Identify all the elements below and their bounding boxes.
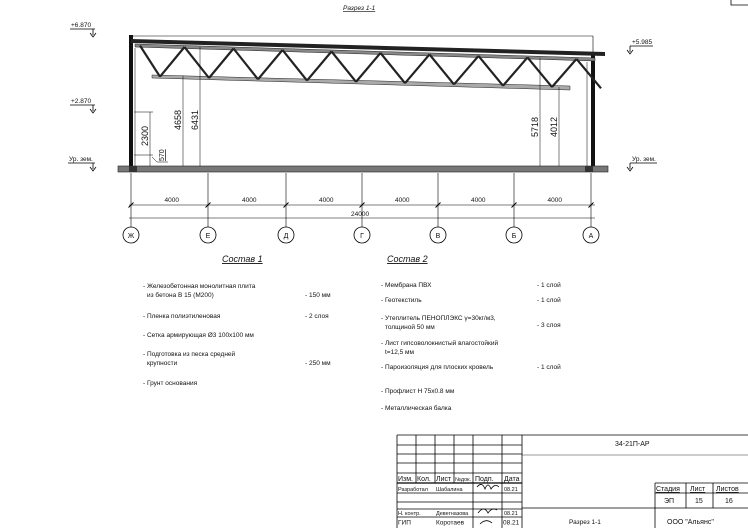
level-mark-top: [70, 22, 96, 37]
dim-span: 4000: [164, 197, 179, 204]
layer-name: - Железобетонная монолитная плита: [143, 283, 256, 290]
layer-thickness: - 150 мм: [305, 292, 331, 299]
sheets-label: Листов: [716, 486, 739, 493]
role-developer: Разработал: [398, 487, 428, 493]
layer-thickness: - 250 мм: [305, 360, 331, 367]
level-mark-right-top: [627, 39, 653, 54]
truss-web: [577, 59, 602, 88]
level-mark-mid: [70, 98, 96, 113]
name-norm-control: Девегназова: [436, 511, 469, 517]
signatures: [477, 484, 499, 524]
truss-web: [307, 51, 332, 80]
name-gip: Коротаев: [436, 519, 465, 527]
left-column: [129, 35, 133, 168]
layer-name-cont: из бетона В 15 (М200): [147, 292, 214, 299]
dim-4658: 4658: [173, 109, 183, 130]
svg-text:+5.985: +5.985: [632, 39, 653, 46]
floor-slab: [118, 166, 608, 172]
truss-web: [258, 50, 283, 79]
truss-web: [381, 53, 406, 83]
sheet-frame: [731, 0, 748, 5]
header-podp: Подп.: [475, 476, 494, 483]
level-mark-ground-right: [627, 156, 657, 171]
header-data: Дата: [504, 476, 520, 483]
truss-web: [209, 48, 234, 78]
dim-5718: 5718: [530, 116, 540, 137]
layer-name: - Мембрана ПВХ: [381, 282, 432, 289]
dim-span: 4000: [319, 197, 334, 204]
truss-web: [160, 47, 185, 77]
layer-name: - Утеплитель ПЕНОПЛЭКС γ=30кг/м3,: [381, 315, 496, 322]
role-gip: ГИП: [398, 519, 411, 527]
sheet-name: Разрез 1-1: [569, 519, 601, 526]
stage-value: ЭП: [664, 498, 675, 505]
svg-text:Ур. зем.: Ур. зем.: [632, 156, 656, 163]
composition2-list: [381, 281, 561, 412]
truss-web: [405, 54, 430, 83]
role-norm-control: Н. контр.: [398, 511, 421, 517]
layer-name-cont: крупности: [147, 360, 178, 367]
section-title: Разрез 1-1: [343, 5, 376, 12]
composition1-list: [143, 282, 331, 387]
layer-name: - Геотекстиль: [381, 297, 422, 304]
name-developer: Шабалина: [436, 487, 463, 493]
truss-web: [552, 59, 577, 87]
layer-name: - Грунт основания: [143, 380, 198, 387]
axis-label: Г: [360, 233, 364, 240]
truss-web: [140, 46, 160, 77]
layer-name: - Металлическая балка: [381, 405, 452, 412]
svg-text:Ур. зем.: Ур. зем.: [69, 156, 93, 163]
layer-name: - Профлист Н 75х0.8 мм: [381, 388, 455, 395]
composition1-title: Состав 1: [222, 254, 263, 264]
header-list: Лист: [436, 476, 452, 483]
dim-total-span: 24000: [351, 211, 370, 218]
sheet-label: Лист: [690, 486, 706, 493]
axis-label: А: [588, 233, 594, 240]
header-kol: Кол.: [417, 476, 431, 483]
truss-web: [503, 57, 528, 85]
dim-570: 570: [159, 149, 166, 161]
axis-label: Е: [205, 233, 211, 240]
date-norm-control: 08.21: [504, 511, 518, 517]
stage-label: Стадия: [656, 486, 680, 493]
layer-thickness: - 1 слой: [537, 297, 561, 304]
dim-4012: 4012: [549, 116, 559, 137]
layer-thickness: - 1 слой: [537, 364, 561, 371]
layer-name-cont: толщиной 50 мм: [385, 324, 435, 331]
company-name: ООО "Альянс": [667, 519, 714, 526]
dim-span: 4000: [471, 197, 486, 204]
building-frame: [118, 35, 608, 172]
sheets-value: 16: [725, 498, 733, 505]
truss-web: [283, 50, 308, 81]
layer-name: - Пароизоляция для плоских кровель: [381, 364, 494, 371]
axis-label: Ж: [127, 233, 135, 240]
composition2-title: Состав 2: [387, 254, 428, 264]
truss-web: [430, 54, 455, 84]
svg-text:+6.870: +6.870: [71, 22, 92, 29]
axis-label: Д: [283, 233, 289, 240]
layer-name: - Сетка армирующая Ø3 100х100 мм: [143, 332, 254, 339]
truss-web: [356, 53, 381, 82]
axis-label: В: [435, 233, 441, 240]
grid-axes: [123, 173, 599, 243]
dim-span: 4000: [242, 197, 257, 204]
layer-thickness: - 3 слоя: [537, 322, 561, 329]
truss-web: [332, 51, 357, 81]
date-gip: 08.21: [503, 519, 520, 527]
truss-web: [185, 47, 210, 78]
date-developer: 08.21: [504, 487, 518, 493]
truss-web: [454, 56, 479, 84]
layer-thickness: - 2 слоя: [305, 313, 329, 320]
layer-name: - Подготовка из песка средней: [143, 351, 236, 358]
project-code: 34-21П-АР: [615, 441, 650, 448]
level-mark-ground-left: [68, 156, 96, 171]
dim-2300: 2300: [140, 125, 150, 146]
dim-span: 4000: [547, 197, 562, 204]
layer-name: - Лист гипсоволокнистый влагостойкий: [381, 340, 499, 347]
dim-6431: 6431: [190, 109, 200, 130]
axis-label: Б: [511, 233, 517, 240]
sheet-value: 15: [695, 498, 703, 505]
dim-span: 4000: [395, 197, 410, 204]
layer-name: - Пленка полиэтиленовая: [143, 313, 221, 320]
layer-thickness: - 1 слой: [537, 282, 561, 289]
truss-web: [479, 56, 504, 86]
svg-text:+2.870: +2.870: [71, 98, 92, 105]
header-ndok: №док.: [455, 477, 472, 483]
layer-name-cont: t=12,5 мм: [385, 349, 414, 356]
right-column: [591, 55, 595, 168]
truss-web: [234, 48, 259, 79]
header-izm: Изм.: [398, 476, 413, 483]
